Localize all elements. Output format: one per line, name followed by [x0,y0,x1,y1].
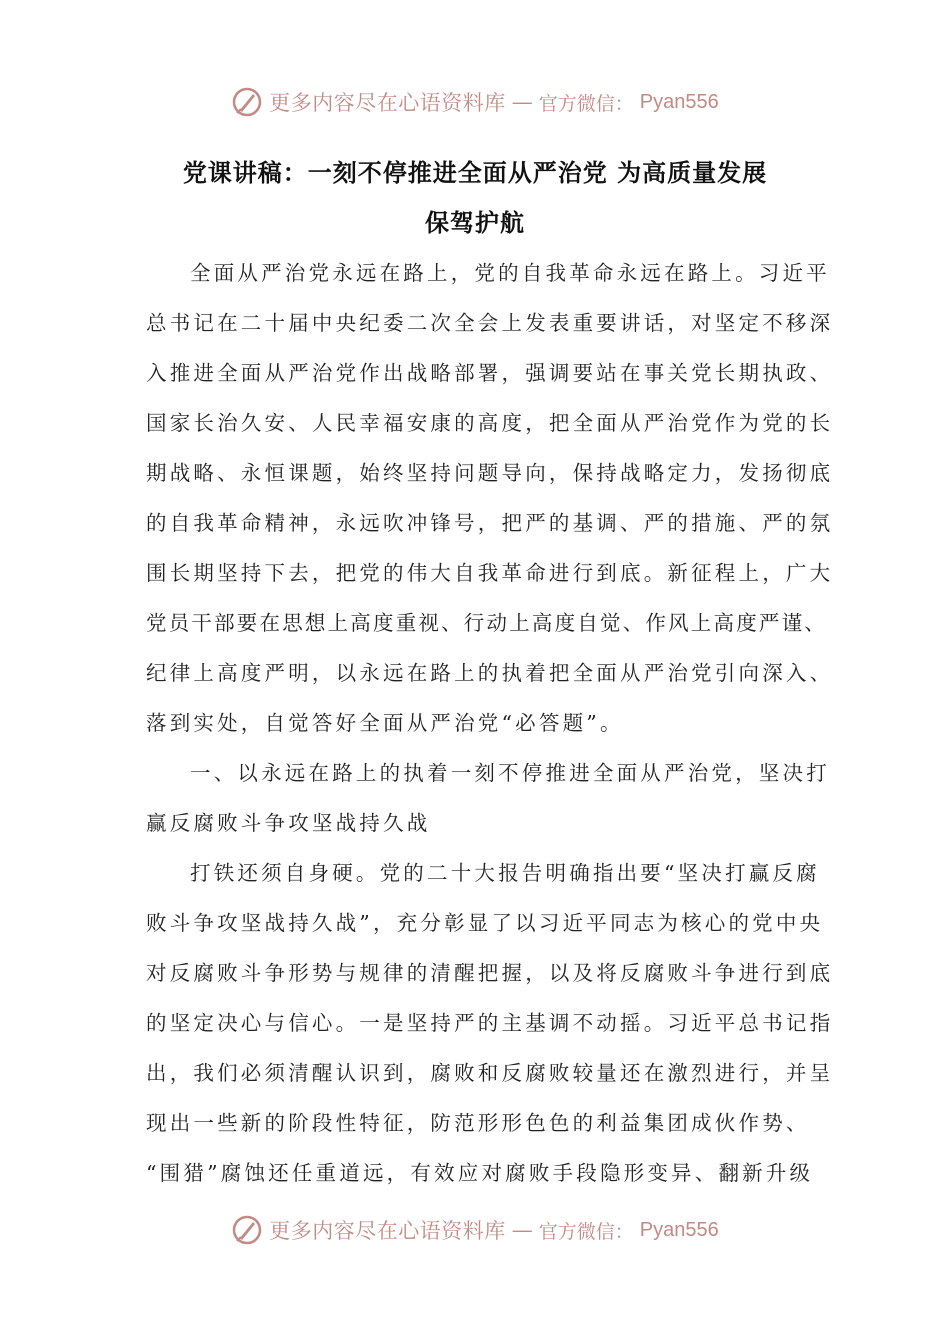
top-watermark-banner [0,82,950,122]
quill-logo-icon [231,1214,263,1246]
body-line: 党员干部要在思想上高度重视、行动上高度自觉、作风上高度严谨、 [146,611,827,635]
body-line: 入推进全面从严治党作出战略部署，强调要站在事关党长期执政、 [146,361,834,385]
banner-main-text: 更多内容尽在心语资料库 [269,1219,506,1243]
body-line: 打铁还须自身硬。党的二十大报告明确指出要“坚决打赢反腐 [190,861,820,885]
section-heading-line: 赢反腐败斗争攻坚战持久战 [146,811,431,835]
body-line: 国家长治久安、人民幸福安康的高度，把全面从严治党作为党的长 [146,411,834,435]
body-line: 的坚定决心与信心。一是坚持严的主基调不动摇。习近平总书记指 [146,1011,834,1035]
document-title-line-1: 党课讲稿：一刻不停推进全面从严治党 为高质量发展 [182,159,768,187]
body-line: 围长期坚持下去，把党的伟大自我革命进行到底。新征程上，广大 [146,561,834,585]
banner-dash: — [511,1218,533,1242]
banner-wechat-id: Pyan556 [639,90,719,113]
body-line: 对反腐败斗争形势与规律的清醒把握，以及将反腐败斗争进行到底 [146,961,834,985]
body-line: 出，我们必须清醒认识到，腐败和反腐败较量还在激烈进行，并呈 [146,1061,834,1085]
body-line: 纪律上高度严明，以永远在路上的执着把全面从严治党引向深入、 [146,661,834,685]
banner-main-text: 更多内容尽在心语资料库 [269,91,506,115]
quill-logo-icon [231,86,263,118]
banner-wechat-label: 官方微信： [538,1220,634,1243]
body-line: 全面从严治党永远在路上，党的自我革命永远在路上。习近平 [190,261,830,285]
banner-dash: — [511,90,533,114]
body-line: 落到实处，自觉答好全面从严治党“必答题”。 [146,711,624,735]
document-title-line-2: 保驾护航 [425,209,525,237]
body-line: 的自我革命精神，永远吹冲锋号，把严的基调、严的措施、严的氛 [146,511,834,535]
bottom-watermark-banner [0,1210,950,1250]
body-line: 败斗争攻坚战持久战”，充分彰显了以习近平同志为核心的党中央 [146,911,824,935]
section-heading-line: 一、以永远在路上的执着一刻不停推进全面从严治党，坚决打 [190,761,830,785]
body-line: 期战略、永恒课题，始终坚持问题导向，保持战略定力，发扬彻底 [146,461,834,485]
banner-wechat-label: 官方微信： [538,92,634,115]
body-line: “围猎”腐蚀还任重道远，有效应对腐败手段隐形变异、翻新升级 [146,1161,814,1185]
banner-wechat-id: Pyan556 [639,1218,719,1241]
body-line: 现出一些新的阶段性特征，防范形形色色的利益集团成伙作势、 [146,1111,810,1135]
body-line: 总书记在二十届中央纪委二次全会上发表重要讲话，对坚定不移深 [146,311,834,335]
